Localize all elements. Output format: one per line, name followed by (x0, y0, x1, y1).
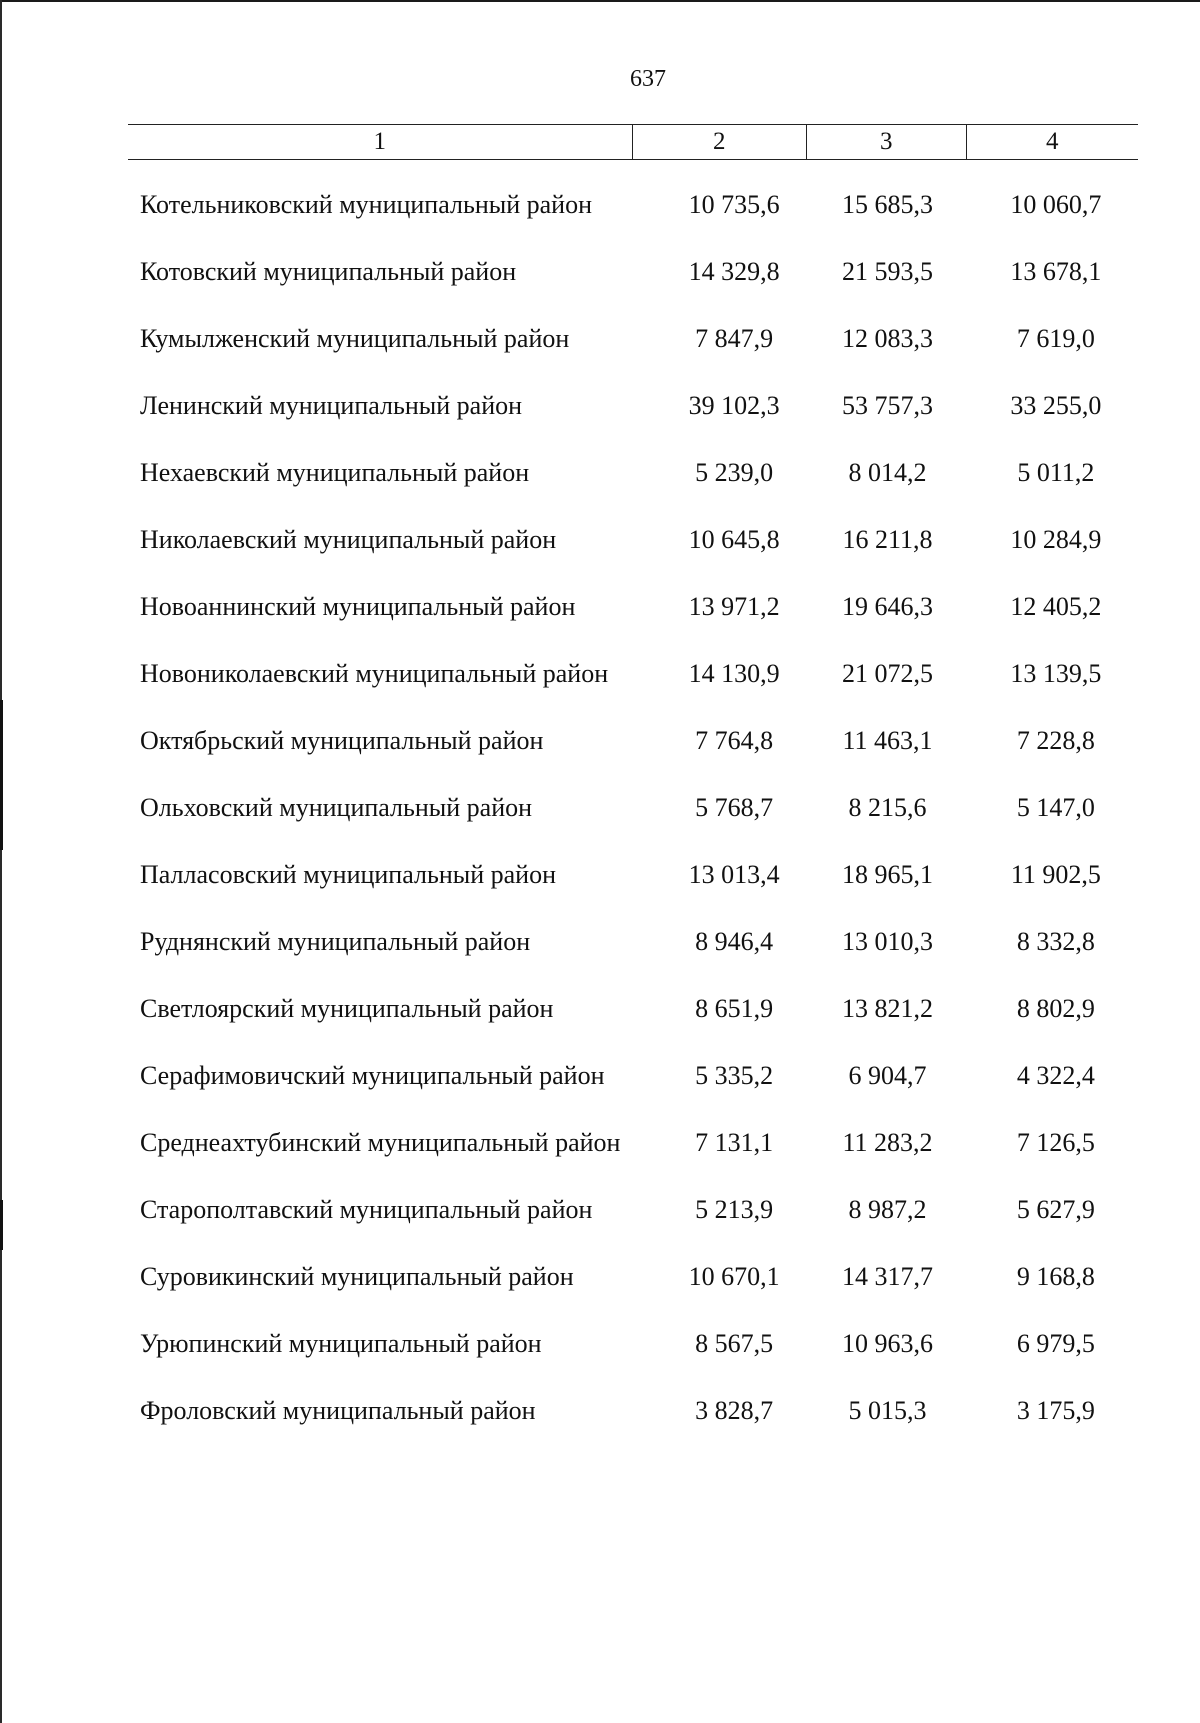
value-col-3: 21 593,5 (842, 257, 934, 286)
district-name: Октябрьский муниципальный район (140, 726, 544, 755)
column-header-3: 3 (806, 125, 966, 159)
value-col-3: 19 646,3 (842, 592, 934, 621)
district-name: Новониколаевский муниципальный район (140, 659, 609, 688)
district-name: Ольховский муниципальный район (140, 793, 533, 822)
value-col-3: 8 014,2 (848, 458, 927, 487)
table-row (140, 322, 1140, 355)
table-row (140, 724, 1140, 757)
value-col-2: 39 102,3 (688, 391, 780, 420)
table-row (140, 1327, 1140, 1360)
table-row (140, 1260, 1140, 1293)
table-row (140, 1126, 1140, 1159)
value-col-2: 7 764,8 (695, 726, 774, 755)
value-col-4: 5 147,0 (1016, 793, 1095, 822)
table-row (140, 791, 1140, 824)
value-col-2: 7 131,1 (695, 1128, 774, 1157)
table-row (140, 456, 1140, 489)
value-col-2: 14 130,9 (688, 659, 780, 688)
table-row (140, 858, 1140, 891)
table-row (140, 925, 1140, 958)
value-col-2: 8 946,4 (695, 927, 774, 956)
value-col-3: 21 072,5 (842, 659, 934, 688)
table-row (140, 1394, 1140, 1427)
value-col-4: 6 979,5 (1016, 1329, 1095, 1358)
column-header-4: 4 (966, 125, 1138, 159)
value-col-2: 14 329,8 (688, 257, 780, 286)
value-col-4: 13 678,1 (1010, 257, 1102, 286)
value-col-2: 10 670,1 (688, 1262, 780, 1291)
district-name: Николаевский муниципальный район (140, 525, 557, 554)
value-col-3: 13 821,2 (842, 994, 934, 1023)
value-col-4: 8 802,9 (1016, 994, 1095, 1023)
value-col-4: 7 126,5 (1016, 1128, 1095, 1157)
value-col-2: 5 335,2 (695, 1061, 774, 1090)
table-header (128, 124, 1138, 160)
district-name: Урюпинский муниципальный район (140, 1329, 542, 1358)
district-name: Фроловский муниципальный район (140, 1396, 536, 1425)
value-col-3: 8 215,6 (848, 793, 927, 822)
district-name: Серафимовичский муниципальный район (140, 1061, 605, 1090)
value-col-3: 53 757,3 (842, 391, 934, 420)
value-col-2: 3 828,7 (695, 1396, 774, 1425)
district-name: Руднянский муниципальный район (140, 927, 531, 956)
district-name: Среднеахтубинский муниципальный район (140, 1128, 621, 1157)
value-col-2: 5 768,7 (695, 793, 774, 822)
value-col-2: 10 735,6 (688, 190, 780, 219)
value-col-4: 12 405,2 (1010, 592, 1102, 621)
value-col-4: 5 627,9 (1016, 1195, 1095, 1224)
value-col-3: 16 211,8 (842, 525, 933, 554)
scan-edge-left (0, 0, 2, 1723)
value-col-2: 13 013,4 (688, 860, 780, 889)
district-name: Нехаевский муниципальный район (140, 458, 530, 487)
value-col-4: 10 284,9 (1010, 525, 1102, 554)
value-col-4: 13 139,5 (1010, 659, 1102, 688)
value-col-4: 8 332,8 (1016, 927, 1095, 956)
scan-mark (0, 1200, 3, 1250)
value-col-2: 13 971,2 (688, 592, 780, 621)
district-name: Кумылженский муниципальный район (140, 324, 570, 353)
value-col-3: 15 685,3 (842, 190, 934, 219)
district-name: Суровикинский муниципальный район (140, 1262, 574, 1291)
value-col-4: 33 255,0 (1010, 391, 1102, 420)
value-col-3: 6 904,7 (848, 1061, 927, 1090)
table-row (140, 188, 1140, 221)
table-row (140, 1059, 1140, 1092)
district-name: Новоаннинский муниципальный район (140, 592, 576, 621)
district-name: Котельниковский муниципальный район (140, 190, 592, 219)
value-col-2: 5 213,9 (695, 1195, 774, 1224)
table-row (140, 657, 1140, 690)
table-row (140, 389, 1140, 422)
value-col-3: 14 317,7 (842, 1262, 934, 1291)
district-name: Светлоярский муниципальный район (140, 994, 554, 1023)
column-header-2: 2 (632, 125, 806, 159)
value-col-3: 13 010,3 (842, 927, 934, 956)
value-col-3: 10 963,6 (842, 1329, 934, 1358)
district-name: Котовский муниципальный район (140, 257, 517, 286)
column-header-1: 1 (373, 128, 386, 155)
value-col-4: 5 011,2 (1017, 458, 1095, 487)
value-col-2: 5 239,0 (695, 458, 774, 487)
page-number: 637 (630, 66, 666, 92)
value-col-2: 8 651,9 (695, 994, 774, 1023)
district-name: Палласовский муниципальный район (140, 860, 556, 889)
value-col-3: 5 015,3 (848, 1396, 927, 1425)
scan-edge-top (0, 0, 1200, 2)
value-col-4: 7 619,0 (1016, 324, 1095, 353)
table-row (140, 523, 1140, 556)
value-col-2: 7 847,9 (695, 324, 774, 353)
value-col-3: 11 283,2 (842, 1128, 933, 1157)
value-col-4: 3 175,9 (1016, 1396, 1095, 1425)
table-row (140, 992, 1140, 1025)
district-name: Ленинский муниципальный район (140, 391, 523, 420)
district-name: Старополтавский муниципальный район (140, 1195, 593, 1224)
table-row (140, 255, 1140, 288)
value-col-4: 11 902,5 (1010, 860, 1101, 889)
value-col-3: 11 463,1 (842, 726, 933, 755)
table-row (140, 590, 1140, 623)
value-col-2: 10 645,8 (688, 525, 780, 554)
value-col-2: 8 567,5 (695, 1329, 774, 1358)
table-body (140, 188, 1140, 1427)
value-col-3: 8 987,2 (848, 1195, 927, 1224)
value-col-3: 18 965,1 (842, 860, 934, 889)
value-col-4: 9 168,8 (1016, 1262, 1095, 1291)
value-col-4: 10 060,7 (1010, 190, 1102, 219)
value-col-3: 12 083,3 (842, 324, 934, 353)
value-col-4: 4 322,4 (1016, 1061, 1095, 1090)
scan-mark (0, 700, 3, 850)
table-row (140, 1193, 1140, 1226)
value-col-4: 7 228,8 (1016, 726, 1095, 755)
